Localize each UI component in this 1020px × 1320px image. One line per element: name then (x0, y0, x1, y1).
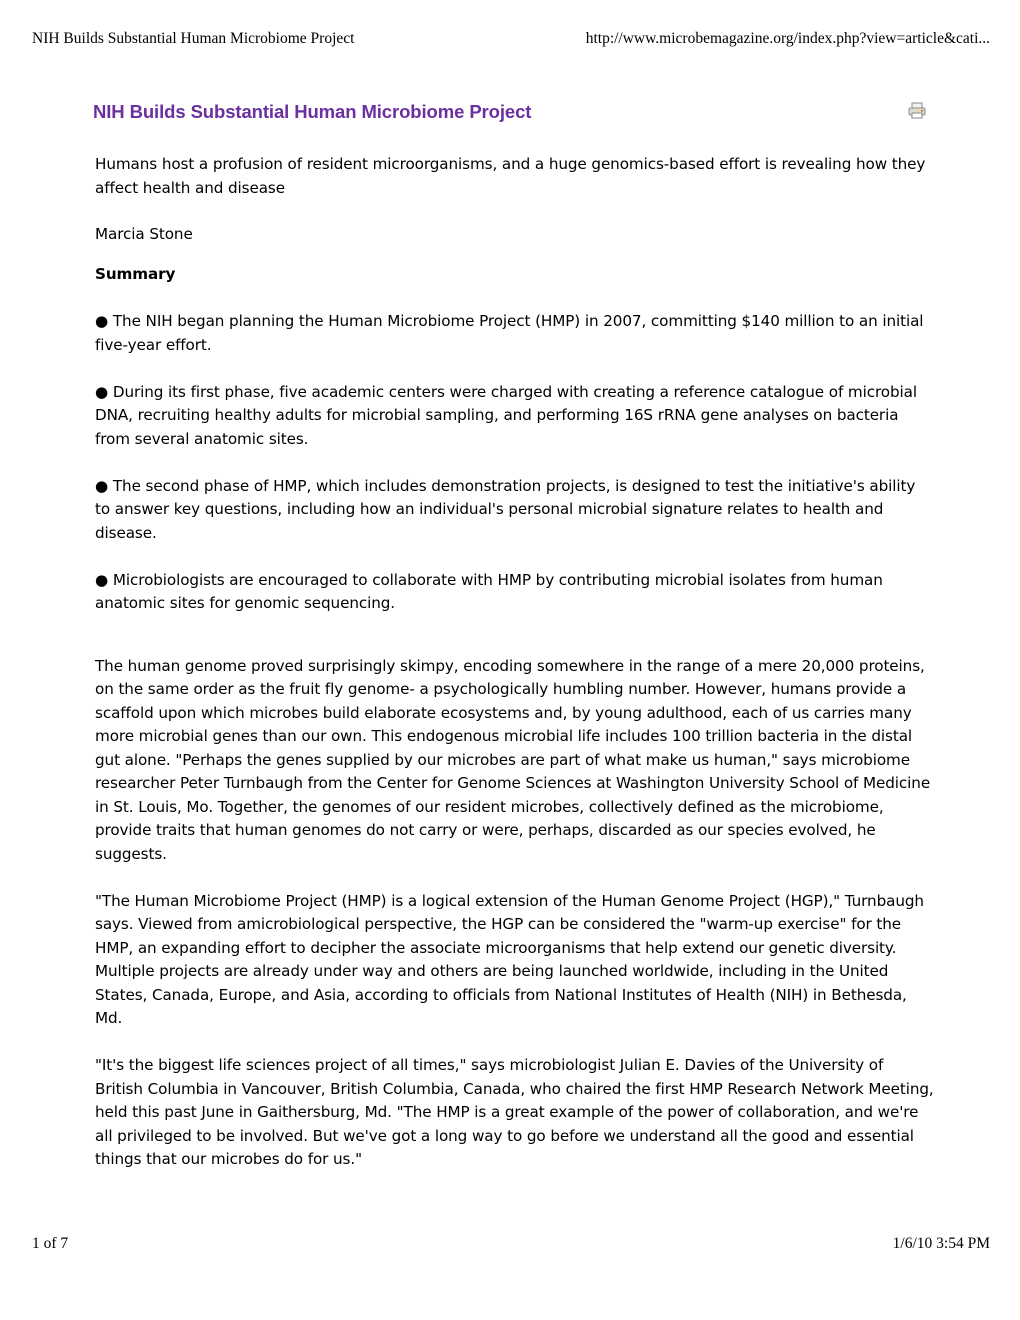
printer-icon[interactable] (907, 101, 927, 121)
summary-bullet: ● The NIH began planning the Human Microbiome Project (HMP) in 2007, committing $140 million to an initial five-year effort. (95, 312, 924, 354)
article (95, 98, 935, 1172)
title-row (95, 98, 935, 128)
print-timestamp: 1/6/10 3:54 PM (892, 1235, 990, 1252)
header-page-title: NIH Builds Substantial Human Microbiome Project (32, 30, 355, 47)
article-author: Marcia Stone (95, 225, 193, 243)
page-counter: 1 of 7 (32, 1235, 69, 1252)
article-body (95, 655, 935, 1172)
summary-bullet: ● During its first phase, five academic centers were charged with creating a reference catalogue of microbial DNA, recruiting healthy adults for microbial sampling, and performing 16S rRNA gene analyses on bacteria from several anatomic sites. (95, 382, 917, 448)
summary-bullet: ● The second phase of HMP, which includes demonstration projects, is designed to test the initiative's ability to answer key questions, including how an individual's personal microbial signature relates to health and disease. (95, 476, 916, 542)
article-deck: Humans host a profusion of resident microorganisms, and a huge genomics-based effort is revealing how they affect health and disease (95, 155, 926, 197)
summary-bullet: ● Microbiologists are encouraged to collaborate with HMP by contributing microbial isolates from human anatomic sites for genomic sequencing. (95, 570, 883, 612)
body-paragraph: "The Human Microbiome Project (HMP) is a logical extension of the Human Genome Project (HGP)," Turnbaugh says. Viewed from amicrobiological perspective, the HGP can be considered the "warm-up exercise" for the HMP, an expanding effort to decipher the associate microorganisms that help extend our genetic diversity. Multiple projects are already under way and others are being launched worldwide, including in the United States, Canada, Europe, and Asia, according to officials from National Institutes of Health (NIH) in Bethesda, Md. (95, 891, 924, 1027)
print-footer (0, 1235, 1020, 1255)
article-title: NIH Builds Substantial Human Microbiome Project (93, 101, 532, 122)
print-header (0, 30, 1020, 50)
header-url: http://www.microbemagazine.org/index.php?view=article&cati... (585, 30, 990, 47)
summary-list (95, 310, 935, 616)
body-paragraph: The human genome proved surprisingly skimpy, encoding somewhere in the range of a mere 20,000 proteins, on the same order as the fruit fly genome- a psychologically humbling number. However, humans provide a scaffold upon which microbes build elaborate ecosystems and, by young adulthood, each of us carries many more microbial genes than our own. This endogenous microbial life includes 100 trillion bacteria in the distal gut alone. "Perhaps the genes supplied by our microbes are part of what make us human," says microbiome researcher Peter Turnbaugh from the Center for Genome Sciences at Washington University School of Medicine in St. Louis, Mo. Together, the genomes of our resident microbes, collectively defined as the microbiome, provide traits that human genomes do not carry or were, perhaps, discarded as our species evolved, he suggests. (95, 656, 931, 863)
summary-heading: Summary (95, 264, 176, 283)
body-paragraph: "It's the biggest life sciences project of all times," says microbiologist Julian E. Davies of the University of British Columbia in Vancouver, British Columbia, Canada, who chaired the first HMP Research Network Meeting, held this past June in Gaithersburg, Md. "The HMP is a great example of the power of collaboration, and we're all privileged to be involved. But we've got a long way to go before we understand all the good and essential things that our microbes do for us." (95, 1056, 934, 1168)
